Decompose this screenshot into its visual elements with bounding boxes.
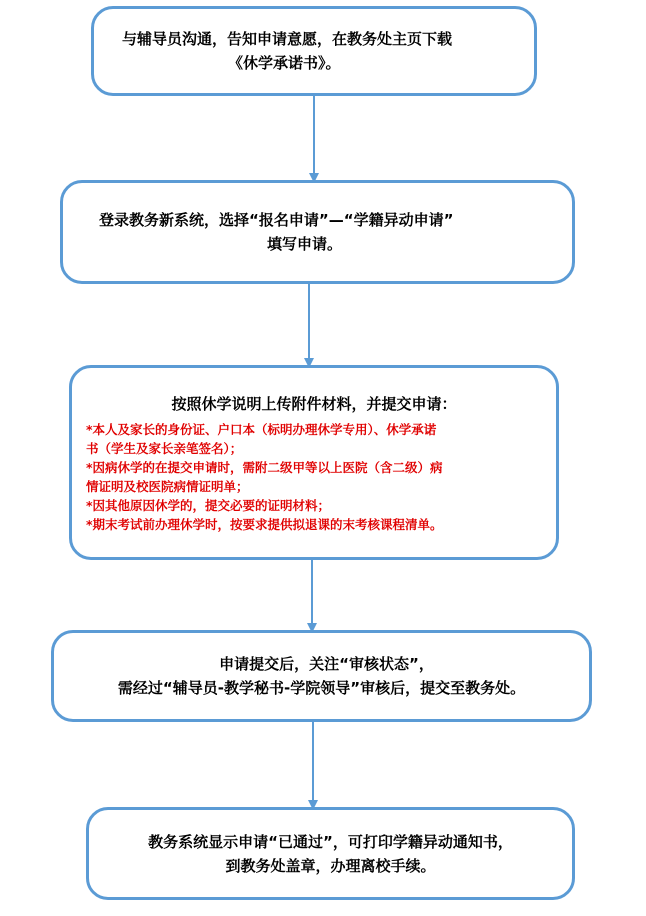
- step-3-note-line: *期末考试前办理休学时，按要求提供拟退课的末考核课程清单。: [86, 516, 443, 532]
- step-4-box: [51, 630, 592, 722]
- step-1-line-1: 与辅导员沟通，告知申请意愿，在教务处主页下载: [122, 30, 453, 48]
- step-3-note-line: *因其他原因休学的，提交必要的证明材料；: [86, 497, 331, 513]
- step-4-line-1: 申请提交后，关注“审核状态”，: [219, 655, 434, 673]
- step-5-line-2: 到教务处盖章，办理离校手续。: [225, 856, 436, 875]
- step-3-note-line: 情证明及校医院病情证明单；: [86, 478, 249, 494]
- step-1-box: [91, 6, 537, 96]
- step-5-box: [86, 807, 575, 900]
- step-2-line-1: 登录教务新系统，选择“报名申请”—“学籍异动申请”: [99, 211, 454, 229]
- step-3-heading: 按照休学说明上传附件材料，并提交申请：: [171, 394, 457, 413]
- step-5-line-1: 教务系统显示申请“已通过”，可打印学籍异动通知书，: [148, 832, 513, 851]
- step-2-box: [60, 180, 575, 284]
- step-3-note-line: *本人及家长的身份证、户口本（标明办理休学专用）、休学承诺: [86, 421, 437, 437]
- step-2-line-2: 填写申请。: [267, 235, 343, 253]
- step-1-line-2: 《休学承诺书》。: [228, 54, 341, 72]
- step-3-note-line: 书（学生及家长亲笔签名）；: [86, 440, 243, 456]
- step-4-line-2: 需经过“辅导员-教学秘书-学院领导”审核后，提交至教务处。: [117, 679, 526, 697]
- step-3-note-line: *因病休学的在提交申请时，需附二级甲等以上医院（含二级）病: [86, 459, 443, 475]
- step-3-box: [69, 365, 559, 560]
